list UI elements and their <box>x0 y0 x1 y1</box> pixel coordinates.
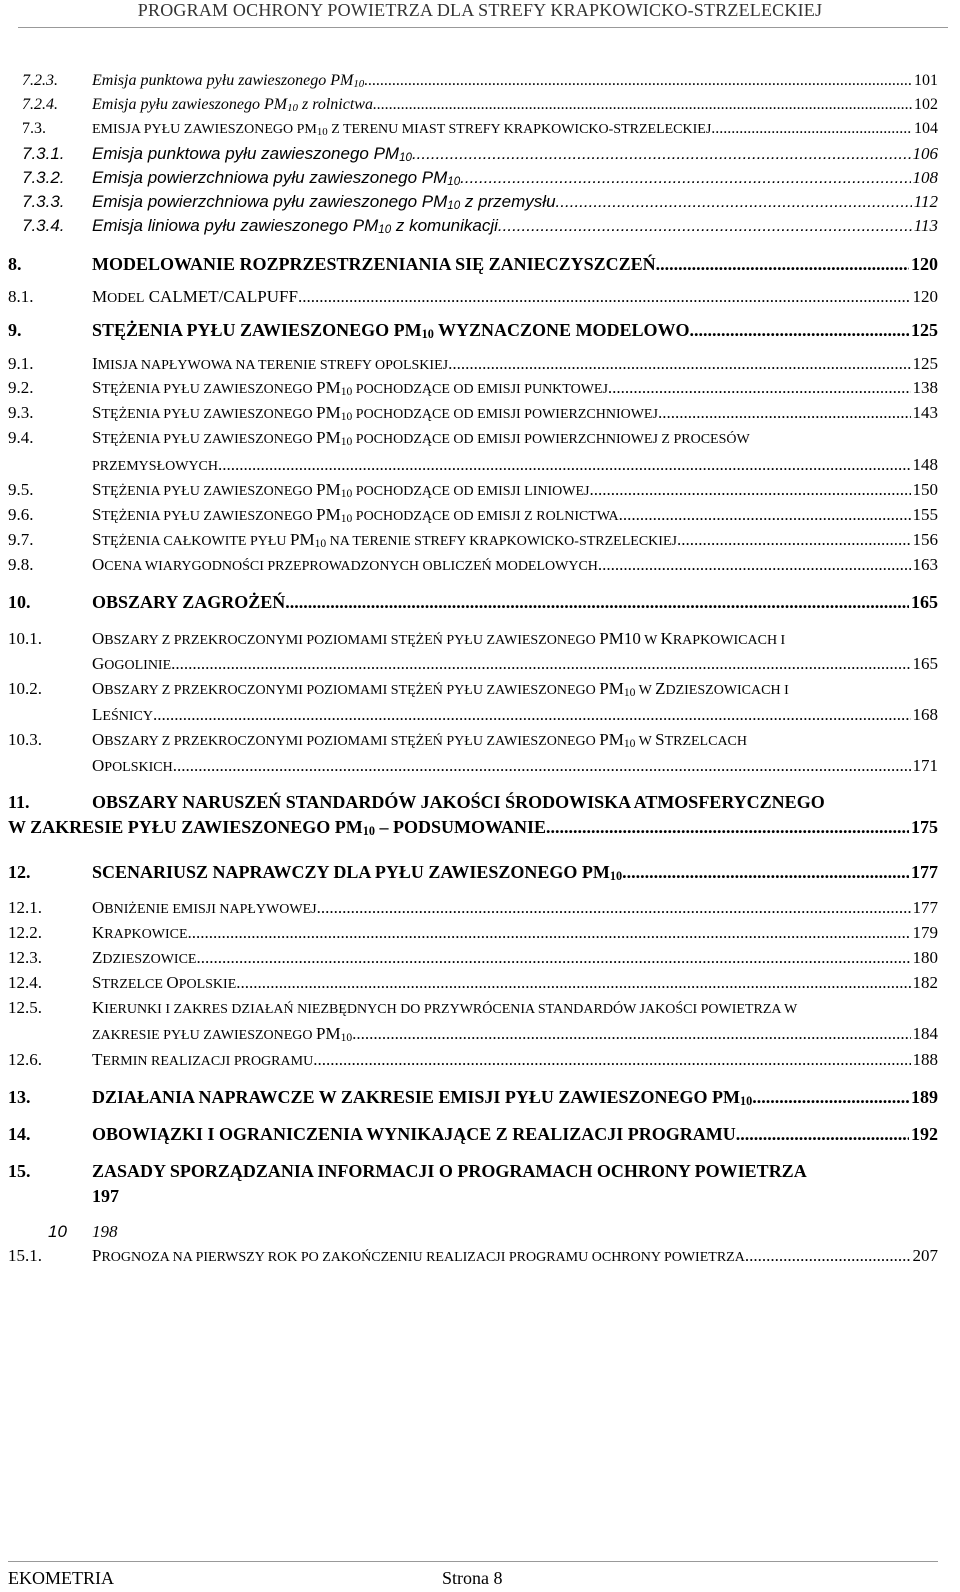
toc-title: IMISJA NAPŁYWOWA NA TERENIE STREFY OPOLSKIEJ <box>92 354 449 373</box>
toc-number: 9.4. <box>8 428 34 447</box>
toc-number: 13. <box>8 1087 31 1107</box>
toc-number: 15. <box>8 1161 31 1181</box>
toc-page: 165 <box>911 592 938 612</box>
toc-number: 7.3.2. <box>22 168 65 187</box>
toc-page: 148 <box>912 455 938 474</box>
toc-page: 207 <box>912 1246 938 1265</box>
toc-page: 171 <box>912 756 938 775</box>
toc-page: 108 <box>912 168 938 187</box>
toc-title: MODEL CALMET/CALPUFF <box>92 287 298 306</box>
toc-number: 8.1. <box>8 287 34 306</box>
toc-number: 12.3. <box>8 948 42 967</box>
toc-title: OBSZARY Z PRZEKROCZONYMI POZIOMAMI STĘŻEŃ PYŁU ZAWIESZONEGO PM10 W STRZELCACH <box>92 730 748 750</box>
table-of-contents: 7.2.3. Emisja punktowa pyłu zawieszonego PM10 ..... 101 7.2.4. Emisja pyłu zawieszonego PM10 z rolnictwa ..... 102 7.3. EMISJA PYŁU ZAWIESZONEGO PM10 Z TERENU MIAST STREFY KRAPKOWICKO-STRZELECKIEJ ..... 104 7.3.1. Emisja punktowa pyłu zawieszonego PM10 ..... 106 7.3.2. Emisja powierzchniowa pyłu zawieszonego PM10 ..... 108 7.3.3. Emisja powierzchniowa pyłu zawieszonego PM10 z przemysłu ..... 112 7.3.4. Emisja liniowa pyłu zawieszonego PM10 z komunikacji ..... 113 8. MODELOWANIE ROZPRZESTRZENIANIA SIĘ ZANIECZYSZCZEŃ ..... 120 8.1. MODEL CALMET/CALPUFF ..... 120 9. STĘŻENIA PYŁU ZAWIESZONEGO PM10 WYZNACZONE MODELOWO ..... 125 9.1. IMISJA NAPŁYWOWA NA TERENIE STREFY OPOLSKIEJ ..... 125 9.2. STĘŻENIA PYŁU ZAWIESZONEGO PM10 POCHODZĄCE OD EMISJI PUNKTOWEJ ..... 138 9.3. STĘŻENIA PYŁU ZAWIESZONEGO PM10 POCHODZĄCE OD EMISJI POWIERZCHNIOWEJ ..... 143 9.4. STĘŻENIA PYŁU ZAWIESZONEGO PM10 POCHODZĄCE OD EMISJI POWIERZCHNIOWEJ Z PROCESÓW PRZEMYSŁOWYCH ..... 148 9.5. STĘŻENIA PYŁU ZAWIESZONEGO PM10 POCHODZĄCE OD EMISJI LINIOWEJ ..... 150 9.6. STĘŻENIA PYŁU ZAWIESZONEGO PM10 POCHODZĄCE OD EMISJI Z ROLNICTWA ..... 155 9.7. STĘŻENIA CAŁKOWITE PYŁU PM10 NA TERENIE STREFY KRAPKOWICKO-STRZELECKIEJ ..... 156 9.8. OCENA WIARYGODNOŚCI PRZEPROWADZONYCH OBLICZEŃ MODELOWYCH ..... 163 10. OBSZARY ZAGROŻEŃ ..... 165 10.1. OBSZARY Z PRZEKROCZONYMI POZIOMAMI STĘŻEŃ PYŁU ZAWIESZONEGO PM10 W KRAPKOWICACH I GOGOLINIE ..... 165 10.2. OBSZARY Z PRZEKROCZONYMI POZIOMAMI STĘŻEŃ PYŁU ZAWIESZONEGO PM10 W ZDZIESZOWICACH I LEŚNICY ..... 168 10.3. OBSZARY Z PRZEKROCZONYMI POZIOMAMI STĘŻEŃ PYŁU ZAWIESZONEGO PM10 W STRZELCACH OPOLSKICH ..... 171 11. OBSZARY NARUSZEŃ STANDARDÓW JAKOŚCI ŚRODOWISKA ATMOSFERYCZNEGO W ZAKRESIE PYŁU ZAWIESZONEGO PM10 – PODSUMOWANIE ..... 175 12. SCENARIUSZ NAPRAWCZY DLA PYŁU ZAWIESZONEGO PM10 ..... 177 12.1. OBNIŻENIE EMISJI NAPŁYWOWEJ ..... 177 12.2. KRAPKOWICE ..... 179 12.3. ZDZIESZOWICE ..... 180 12.4. STRZELCE OPOLSKIE ..... 182 12.5. KIERUNKI I ZAKRES DZIAŁAŃ NIEZBĘDNYCH DO PRZYWRÓCENIA STANDARDÓW JAKOŚCI POWIETRZA W ZAKRESIE PYŁU ZAWIESZONEGO PM10 ..... 184 12.6. TERMIN REALIZACJI PROGRAMU ..... 188 13. DZIAŁANIA NAPRAWCZE W ZAKRESIE EMISJI PYŁU ZAWIESZONEGO PM10 ..... 189 14. OBOWIĄZKI I OGRANICZENIA WYNIKAJĄCE Z REALIZACJI PROGRAMU ..... 192 15. ZASADY SPORZĄDZANIA INFORMACJI O PROGRAMACH OCHRONY POWIETRZA 197 10 198 15.1. PROGNOZA NA PIERWSZY ROK PO ZAKOŃCZENIU REALIZACJI PROGRAMU OCHRONY POWIETRZA ..... 207 <box>0 0 960 1592</box>
toc-title: ZASADY SPORZĄDZANIA INFORMACJI O PROGRAMACH OCHRONY POWIETRZA <box>92 1161 807 1181</box>
toc-page: 125 <box>912 354 938 373</box>
toc-number: 12.6. <box>8 1050 42 1069</box>
toc-page: 106 <box>912 144 938 163</box>
toc-page: 168 <box>912 705 938 724</box>
toc-number: 9.7. <box>8 530 34 549</box>
toc-number: 7.3. <box>22 120 46 137</box>
toc-number: 10. <box>8 592 31 612</box>
toc-title: SCENARIUSZ NAPRAWCZY DLA PYŁU ZAWIESZONEGO PM10 <box>92 862 623 883</box>
toc-number: 11. <box>8 792 30 812</box>
toc-page: 192 <box>911 1124 938 1144</box>
toc-page: 179 <box>912 923 938 942</box>
toc-page: 112 <box>913 192 938 211</box>
toc-title: TERMIN REALIZACJI PROGRAMU <box>92 1050 314 1069</box>
toc-title: Emisja powierzchniowa pyłu zawieszonego PM10 z przemysłu <box>92 192 556 212</box>
toc-title: OCENA WIARYGODNOŚCI PRZEPROWADZONYCH OBLICZEŃ MODELOWYCH <box>92 555 598 574</box>
toc-title: OBNIŻENIE EMISJI NAPŁYWOWEJ <box>92 898 317 917</box>
toc-page: 177 <box>912 898 938 917</box>
toc-title: STĘŻENIA PYŁU ZAWIESZONEGO PM10 WYZNACZONE MODELOWO <box>92 320 690 341</box>
toc-title: STĘŻENIA PYŁU ZAWIESZONEGO PM10 POCHODZĄCE OD EMISJI PUNKTOWEJ <box>92 378 608 398</box>
toc-page: 102 <box>914 96 938 113</box>
footer-page-number: Strona 8 <box>442 1568 503 1588</box>
toc-number: 15.1. <box>8 1246 42 1265</box>
toc-title: STĘŻENIA PYŁU ZAWIESZONEGO PM10 POCHODZĄCE OD EMISJI LINIOWEJ <box>92 480 590 500</box>
toc-title: KIERUNKI I ZAKRES DZIAŁAŃ NIEZBĘDNYCH DO PRZYWRÓCENIA STANDARDÓW JAKOŚCI POWIETRZA W <box>92 998 798 1017</box>
toc-page: 120 <box>911 254 938 274</box>
toc-page: 197 <box>92 1186 119 1206</box>
toc-title: OBSZARY NARUSZEŃ STANDARDÓW JAKOŚCI ŚRODOWISKA ATMOSFERYCZNEGO <box>92 792 825 812</box>
toc-number: 9.3. <box>8 403 34 422</box>
toc-number: 8. <box>8 254 22 274</box>
page-header: PROGRAM OCHRONY POWIETRZA DLA STREFY KRAPKOWICKO-STRZELECKIEJ <box>137 0 823 20</box>
footer-company: EKOMETRIA <box>8 1568 114 1588</box>
toc-page: 101 <box>914 72 938 89</box>
toc-number: 12.5. <box>8 998 42 1017</box>
toc-title: EMISJA PYŁU ZAWIESZONEGO PM10 Z TERENU MIAST STREFY KRAPKOWICKO-STRZELECKIEJ <box>92 122 712 138</box>
toc-title: Emisja punktowa pyłu zawieszonego PM10 <box>92 72 365 90</box>
toc-number: 10 <box>48 1222 67 1241</box>
toc-number: 7.3.3. <box>22 192 65 211</box>
toc-number: 7.3.4. <box>22 216 65 235</box>
toc-page: 156 <box>912 530 938 549</box>
toc-page: 138 <box>912 378 938 397</box>
toc-title: OBOWIĄZKI I OGRANICZENIA WYNIKAJĄCE Z REALIZACJI PROGRAMU <box>92 1124 736 1144</box>
toc-title: STĘŻENIA PYŁU ZAWIESZONEGO PM10 POCHODZĄCE OD EMISJI POWIERZCHNIOWEJ Z PROCESÓW <box>92 428 750 448</box>
toc-number: 9. <box>8 320 22 340</box>
toc-page: 198 <box>92 1222 118 1241</box>
toc-page: 182 <box>912 973 938 992</box>
toc-page: 155 <box>912 505 938 524</box>
toc-title: Emisja powierzchniowa pyłu zawieszonego PM10 <box>92 168 461 188</box>
toc-number: 12. <box>8 862 31 882</box>
toc-number: 9.2. <box>8 378 34 397</box>
footer-rule <box>8 1561 938 1562</box>
toc-title: DZIAŁANIA NAPRAWCZE W ZAKRESIE EMISJI PYŁU ZAWIESZONEGO PM10 <box>92 1087 753 1108</box>
toc-page: 143 <box>912 403 938 422</box>
toc-number: 7.2.3. <box>22 72 58 89</box>
toc-title: OBSZARY ZAGROŻEŃ <box>92 592 286 612</box>
toc-page: 104 <box>914 120 938 137</box>
toc-number: 9.5. <box>8 480 34 499</box>
toc-page: 120 <box>912 287 938 306</box>
toc-title: PROGNOZA NA PIERWSZY ROK PO ZAKOŃCZENIU REALIZACJI PROGRAMU OCHRONY POWIETRZA <box>92 1246 745 1265</box>
toc-title: STĘŻENIA PYŁU ZAWIESZONEGO PM10 POCHODZĄCE OD EMISJI POWIERZCHNIOWEJ <box>92 403 658 423</box>
toc-number: 12.1. <box>8 898 42 917</box>
toc-title: STĘŻENIA PYŁU ZAWIESZONEGO PM10 POCHODZĄCE OD EMISJI Z ROLNICTWA <box>92 505 619 525</box>
toc-number: 10.1. <box>8 629 42 648</box>
toc-title: KRAPKOWICE <box>92 923 188 942</box>
toc-number: 7.3.1. <box>22 144 65 163</box>
toc-page: 175 <box>911 817 938 837</box>
toc-page: 188 <box>912 1050 938 1069</box>
toc-page: 189 <box>911 1087 938 1107</box>
toc-page: 177 <box>911 862 938 882</box>
toc-title: STRZELCE OPOLSKIE <box>92 973 237 992</box>
toc-title: Emisja pyłu zawieszonego PM10 z rolnictwa <box>92 96 373 114</box>
toc-title: MODELOWANIE ROZPRZESTRZENIANIA SIĘ ZANIECZYSZCZEŃ <box>92 254 656 274</box>
toc-number: 12.4. <box>8 973 42 992</box>
toc-title: Emisja liniowa pyłu zawieszonego PM10 z komunikacji <box>92 216 498 236</box>
toc-number: 10.2. <box>8 679 42 698</box>
toc-number: 7.2.4. <box>22 96 58 113</box>
toc-number: 9.1. <box>8 354 34 373</box>
toc-page: 165 <box>912 654 938 673</box>
toc-number: 9.6. <box>8 505 34 524</box>
toc-number: 12.2. <box>8 923 42 942</box>
toc-page: 125 <box>911 320 938 340</box>
toc-page: 184 <box>912 1024 938 1043</box>
toc-title: OBSZARY Z PRZEKROCZONYMI POZIOMAMI STĘŻEŃ PYŁU ZAWIESZONEGO PM10 W ZDZIESZOWICACH I <box>92 679 789 699</box>
toc-page: 163 <box>912 555 938 574</box>
toc-title: STĘŻENIA CAŁKOWITE PYŁU PM10 NA TERENIE STREFY KRAPKOWICKO-STRZELECKIEJ <box>92 530 677 550</box>
toc-number: 14. <box>8 1124 31 1144</box>
toc-title: ZDZIESZOWICE <box>92 948 197 967</box>
toc-page: 113 <box>913 216 938 235</box>
toc-title: Emisja punktowa pyłu zawieszonego PM10 <box>92 144 412 164</box>
toc-number: 9.8. <box>8 555 34 574</box>
toc-page: 180 <box>912 948 938 967</box>
toc-number: 10.3. <box>8 730 42 749</box>
toc-title: OBSZARY Z PRZEKROCZONYMI POZIOMAMI STĘŻEŃ PYŁU ZAWIESZONEGO PM10 W KRAPKOWICACH I <box>92 629 786 648</box>
toc-page: 150 <box>912 480 938 499</box>
